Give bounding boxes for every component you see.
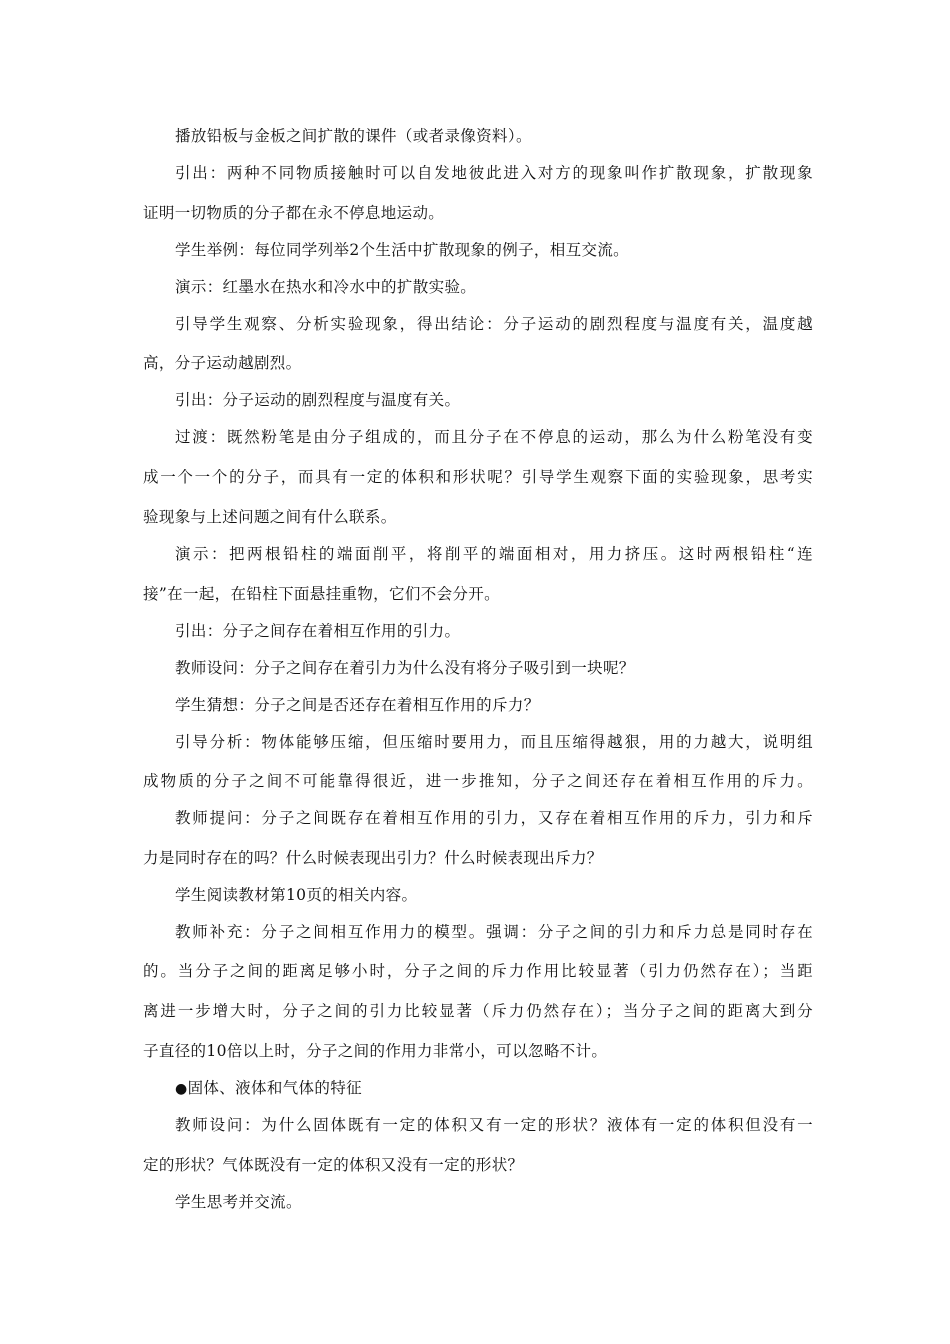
paragraph-line: 演示：把两根铅柱的端面削平，将削平的端面相对，用力挤压。这时两根铅柱“连	[175, 545, 813, 563]
paragraph-line: 定的形状？气体既没有一定的体积又没有一定的形状？	[143, 1156, 524, 1174]
paragraph-line: 过渡：既然粉笔是由分子组成的，而且分子在不停息的运动，那么为什么粉笔没有变	[175, 428, 813, 446]
paragraph-line: 子直径的10倍以上时，分子之间的作用力非常小，可以忽略不计。	[143, 1042, 608, 1060]
section-heading	[175, 1078, 845, 1099]
paragraph-line: 教师设问：为什么固体既有一定的体积又有一定的形状？液体有一定的体积但没有一	[175, 1116, 813, 1134]
paragraph-line: 演示：红墨水在热水和冷水中的扩散实验。	[175, 278, 477, 296]
paragraph-line: 引出：分子运动的剧烈程度与温度有关。	[175, 391, 461, 409]
paragraph-line: 学生思考并交流。	[175, 1193, 302, 1211]
paragraph-line: 力是同时存在的吗？什么时候表现出引力？什么时候表现出斥力？	[143, 849, 603, 867]
paragraph-line: 的。当分子之间的距离足够小时，分子之间的斥力作用比较显著（引力仍然存在）；当距	[143, 962, 813, 980]
paragraph-line: 教师提问：分子之间既存在着相互作用的引力，又存在着相互作用的斥力，引力和斥	[175, 809, 813, 827]
paragraph-line: 成一个一个的分子，而具有一定的体积和形状呢？引导学生观察下面的实验现象，思考实	[143, 468, 813, 486]
paragraph-line: 引导分析：物体能够压缩，但压缩时要用力，而且压缩得越狠，用的力越大，说明组	[175, 733, 813, 751]
paragraph-line: 播放铅板与金板之间扩散的课件（或者录像资料）。	[175, 127, 532, 145]
paragraph-line: 学生阅读教材第10页的相关内容。	[175, 886, 418, 904]
bullet-icon: ●	[175, 1081, 188, 1097]
paragraph-line: 成物质的分子之间不可能靠得很近，进一步推知，分子之间还存在着相互作用的斥力。	[143, 772, 813, 790]
paragraph-line: 证明一切物质的分子都在永不停息地运动。	[143, 204, 445, 222]
section-heading-text: 固体、液体和气体的特征	[187, 1079, 362, 1097]
paragraph-line: 接”在一起，在铅柱下面悬挂重物，它们不会分开。	[143, 585, 500, 603]
paragraph-line: 教师设问：分子之间存在着引力为什么没有将分子吸引到一块呢？	[175, 659, 635, 677]
paragraph-line: 验现象与上述问题之间有什么联系。	[143, 508, 397, 526]
paragraph-line: 学生猜想：分子之间是否还存在着相互作用的斥力？	[175, 696, 540, 714]
paragraph-line: 学生举例：每位同学列举2个生活中扩散现象的例子，相互交流。	[175, 241, 630, 259]
paragraph-line: 引导学生观察、分析实验现象，得出结论：分子运动的剧烈程度与温度有关，温度越	[175, 315, 813, 333]
paragraph-line: 教师补充：分子之间相互作用力的模型。强调：分子之间的引力和斥力总是同时存在	[175, 923, 813, 941]
paragraph-line: 引出：分子之间存在着相互作用的引力。	[175, 622, 461, 640]
paragraph-line: 离进一步增大时，分子之间的引力比较显著（斥力仍然存在）；当分子之间的距离大到分	[143, 1002, 813, 1020]
paragraph-line: 高，分子运动越剧烈。	[143, 354, 302, 372]
paragraph-line: 引出：两种不同物质接触时可以自发地彼此进入对方的现象叫作扩散现象，扩散现象	[175, 164, 813, 182]
